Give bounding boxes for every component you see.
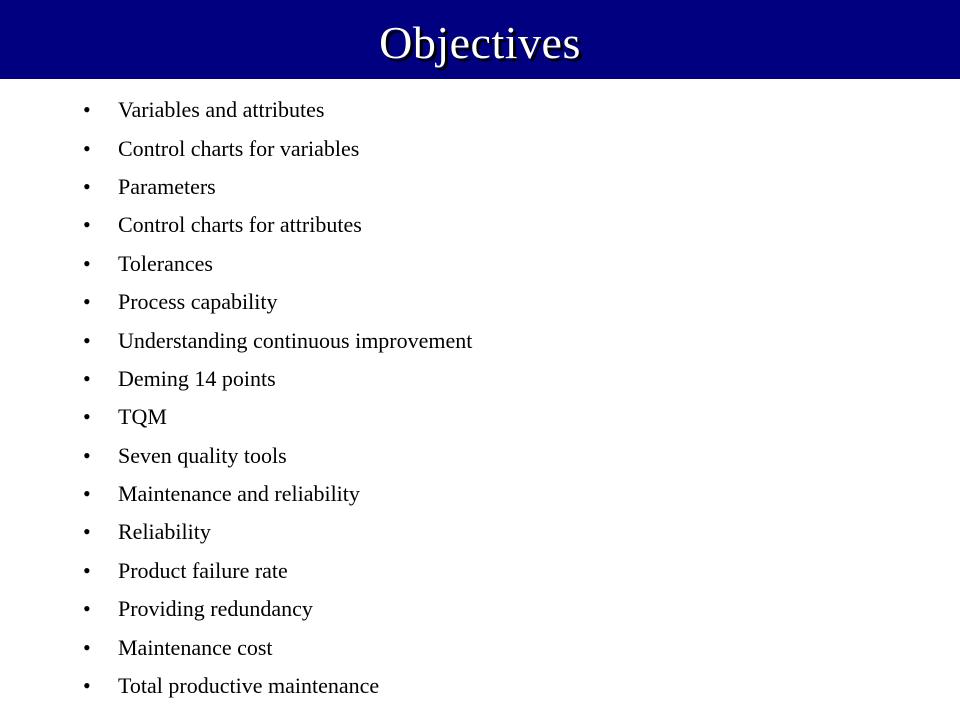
list-item-text: Control charts for variables bbox=[118, 135, 360, 161]
list-item-text: Parameters bbox=[118, 173, 216, 199]
bullet-icon: • bbox=[83, 596, 91, 622]
bullet-icon: • bbox=[83, 289, 91, 315]
list-item bbox=[83, 513, 472, 551]
bullet-icon: • bbox=[83, 97, 91, 123]
list-item-text: Seven quality tools bbox=[118, 442, 287, 468]
list-item bbox=[83, 475, 472, 513]
list-item-text: Maintenance and reliability bbox=[118, 481, 360, 507]
bullet-icon: • bbox=[83, 557, 91, 583]
list-item-text: Understanding continuous improvement bbox=[118, 327, 473, 353]
list-item-text: TQM bbox=[118, 404, 167, 430]
list-item-text: Process capability bbox=[118, 289, 278, 315]
title-bar bbox=[0, 0, 960, 79]
slide-title: Objectives bbox=[379, 16, 581, 68]
list-item bbox=[83, 398, 472, 436]
list-item-text: Total productive maintenance bbox=[118, 673, 380, 699]
list-item bbox=[83, 321, 472, 359]
list-item bbox=[83, 206, 472, 244]
bullet-icon: • bbox=[83, 327, 91, 353]
list-item-text: Maintenance cost bbox=[118, 634, 273, 660]
bullet-icon: • bbox=[83, 481, 91, 507]
objectives-list bbox=[83, 91, 472, 705]
list-item bbox=[83, 590, 472, 628]
list-item-text: Variables and attributes bbox=[118, 97, 325, 123]
bullet-icon: • bbox=[83, 173, 91, 199]
list-item-text: Product failure rate bbox=[118, 557, 288, 583]
bullet-icon: • bbox=[83, 519, 91, 545]
bullet-icon: • bbox=[83, 250, 91, 276]
bullet-icon: • bbox=[83, 442, 91, 468]
list-item bbox=[83, 552, 472, 590]
list-item-text: Reliability bbox=[118, 519, 211, 545]
bullet-icon: • bbox=[83, 673, 91, 699]
bullet-icon: • bbox=[83, 135, 91, 161]
bullet-icon: • bbox=[83, 365, 91, 391]
list-item bbox=[83, 129, 472, 167]
list-item bbox=[83, 437, 472, 475]
list-item bbox=[83, 628, 472, 666]
bullet-icon: • bbox=[83, 634, 91, 660]
list-item-text: Providing redundancy bbox=[118, 596, 313, 622]
list-item bbox=[83, 360, 472, 398]
list-item bbox=[83, 245, 472, 283]
bullet-icon: • bbox=[83, 212, 91, 238]
list-item bbox=[83, 667, 472, 705]
bullet-icon: • bbox=[83, 404, 91, 430]
list-item-text: Deming 14 points bbox=[118, 365, 276, 391]
list-item-text: Control charts for attributes bbox=[118, 212, 362, 238]
list-item bbox=[83, 283, 472, 321]
list-item bbox=[83, 91, 472, 129]
list-item bbox=[83, 168, 472, 206]
list-item-text: Tolerances bbox=[118, 250, 213, 276]
